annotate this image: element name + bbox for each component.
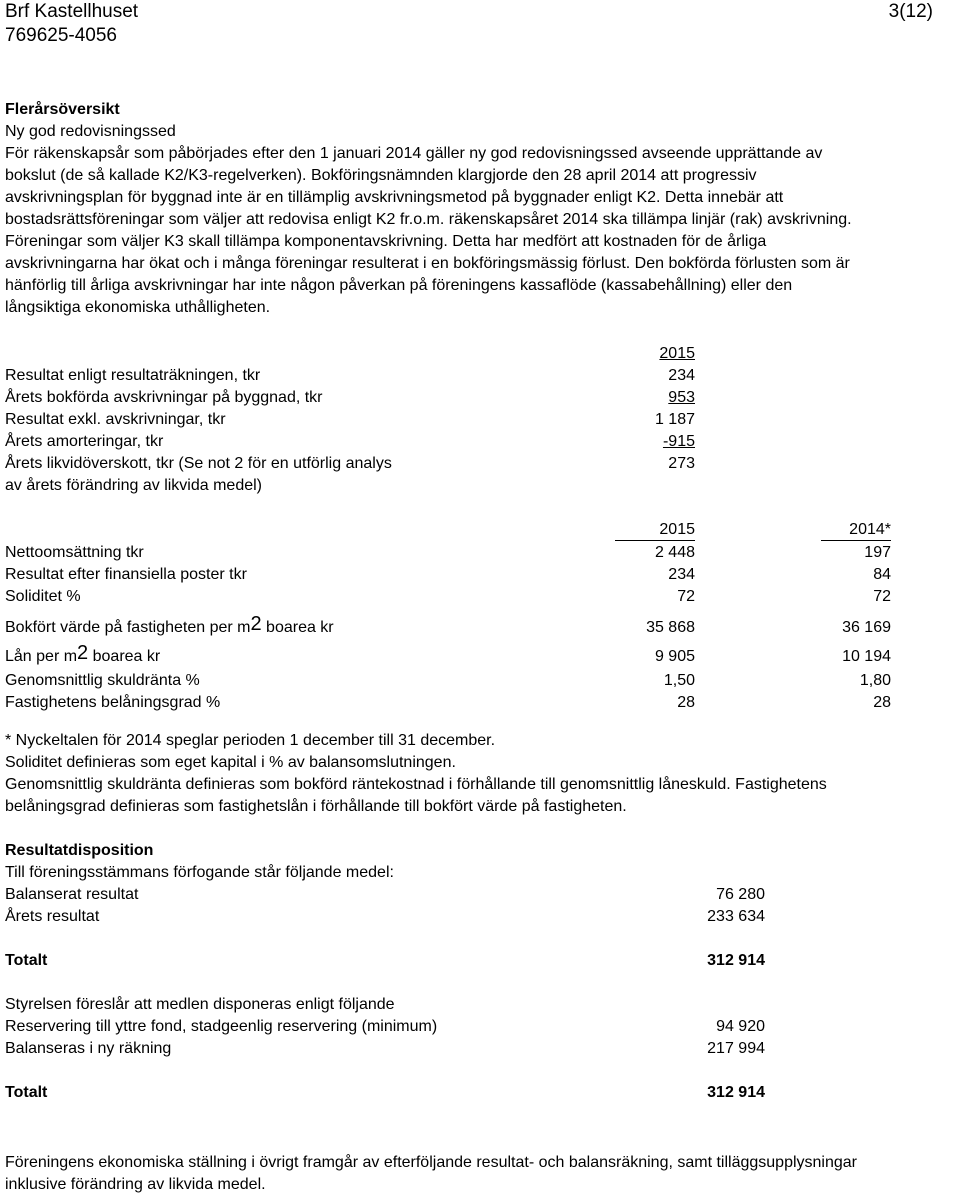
row-value-2015: 234 <box>668 566 695 583</box>
row-label: Resultat exkl. avskrivningar, tkr <box>5 411 226 428</box>
total-label: Totalt <box>5 1084 48 1101</box>
row-label: Resultat efter finansiella poster tkr <box>5 566 247 583</box>
row-value: 953 <box>668 389 695 406</box>
row-label-text: boarea kr <box>261 619 334 636</box>
row-value-2015: 28 <box>677 694 695 711</box>
row-value-2014: 197 <box>864 544 891 561</box>
row-value-2014: 28 <box>873 694 891 711</box>
row-value: 94 920 <box>716 1018 765 1035</box>
disposition-intro: Till föreningsstämmans förfogande står följande medel: <box>5 864 394 881</box>
row-value-2015: 2 448 <box>654 544 695 561</box>
table-row-continuation <box>5 475 955 497</box>
row-label: Årets bokförda avskrivningar på byggnad, tkr <box>5 389 323 406</box>
disposition-total-row <box>5 950 955 972</box>
row-label: Genomsnittlig skuldränta % <box>5 672 200 689</box>
paragraph-line: bokslut (de så kallade K2/K3-regelverken). Bokföringsnämnden klargjorde den 28 april 2014 att progressiv <box>5 167 757 184</box>
disposition-proposal: Styrelsen föreslår att medlen disponeras enligt följande <box>5 996 395 1013</box>
table-header-row <box>5 343 955 365</box>
row-label <box>5 644 160 670</box>
table-row <box>5 431 955 453</box>
row-value-2014: 1,80 <box>859 672 891 689</box>
table-row <box>5 614 955 642</box>
row-value: 273 <box>668 455 695 472</box>
row-label-text: Bokfört värde på fastigheten per m <box>5 619 251 636</box>
paragraph-line: Föreningens ekonomiska ställning i övrigt framgår av efterföljande resultat- och balansräkning, samt tilläggsupplysningar <box>5 1154 857 1171</box>
table-row <box>5 453 955 475</box>
row-value-2015: 72 <box>677 588 695 605</box>
table-row <box>5 387 955 409</box>
year-header: 2015 <box>659 345 695 362</box>
table-row <box>5 542 955 564</box>
page-header <box>5 0 955 48</box>
row-value-2014: 10 194 <box>842 648 891 665</box>
row-label: Årets resultat <box>5 908 100 925</box>
row-label: Balanseras i ny räkning <box>5 1040 172 1057</box>
row-label-continuation: av årets förändring av likvida medel) <box>5 477 263 494</box>
org-number: 769625-4056 <box>5 25 117 46</box>
overview-paragraph <box>5 143 955 319</box>
total-value: 312 914 <box>707 952 765 969</box>
row-value-2014: 72 <box>873 588 891 605</box>
row-label-text: Lån per m <box>5 648 78 665</box>
paragraph-line: avskrivningarna har ökat och i många föreningar resulterat i en bokföringsmässig förlust. Den bokförda förlusten som är <box>5 255 850 272</box>
table-row <box>5 692 955 714</box>
table-row <box>5 586 955 608</box>
row-label-text: boarea kr <box>88 648 161 665</box>
year-header-2015: 2015 <box>615 520 695 541</box>
disposition-row <box>5 1016 955 1038</box>
row-value: 76 280 <box>716 886 765 903</box>
row-label: Resultat enligt resultaträkningen, tkr <box>5 367 261 384</box>
year-header-2014: 2014* <box>821 520 891 541</box>
row-label: Nettoomsättning tkr <box>5 544 144 561</box>
row-value-2015: 9 905 <box>654 648 695 665</box>
note-line: Genomsnittlig skuldränta definieras som bokförd räntekostnad i förhållande till genomsnittlig låneskuld. Fastighetens <box>5 776 827 793</box>
superscript: 2 <box>77 642 89 664</box>
note-line: belåningsgrad definieras som fastighetslån i förhållande till bokfört värde på fastigheten. <box>5 798 627 815</box>
notes-section <box>5 730 955 818</box>
total-value: 312 914 <box>707 1084 765 1101</box>
table-row <box>5 365 955 387</box>
row-label: Årets likvidöverskott, tkr (Se not 2 för en utförlig analys <box>5 455 392 472</box>
overview-title: Flerårsöversikt <box>5 101 120 118</box>
closing-paragraph <box>5 1152 955 1196</box>
key-figures-table <box>5 520 955 714</box>
table-header-row <box>5 520 955 542</box>
row-value: 217 994 <box>707 1040 765 1057</box>
paragraph-line: Föreningar som väljer K3 skall tillämpa komponentavskrivning. Detta har medfört att kostnaden för de årliga <box>5 233 767 250</box>
superscript: 2 <box>250 613 262 635</box>
table-row <box>5 409 955 431</box>
paragraph-line: För räkenskapsår som påbörjades efter den 1 januari 2014 gäller ny god redovisningssed avseende upprättande av <box>5 145 823 162</box>
row-label <box>5 614 334 642</box>
paragraph-line: långsiktiga ekonomiska uthålligheten. <box>5 299 271 316</box>
row-value: 234 <box>668 367 695 384</box>
row-label: Balanserat resultat <box>5 886 139 903</box>
row-value: 1 187 <box>654 411 695 428</box>
org-name: Brf Kastellhuset <box>5 1 139 22</box>
paragraph-line: hänförlig till årliga avskrivningar har inte någon påverkan på föreningens kassaflöde (kassabehållning) eller den <box>5 277 793 294</box>
note-line: * Nyckeltalen för 2014 speglar perioden 1 december till 31 december. <box>5 732 496 749</box>
row-label: Fastighetens belåningsgrad % <box>5 694 221 711</box>
row-value: 233 634 <box>707 908 765 925</box>
paragraph-line: inklusive förändring av likvida medel. <box>5 1176 266 1193</box>
table-row <box>5 644 955 670</box>
note-line: Soliditet definieras som eget kapital i % av balansomslutningen. <box>5 754 456 771</box>
total-label: Totalt <box>5 952 48 969</box>
liquidity-table <box>5 343 955 497</box>
disposition-row <box>5 906 955 928</box>
paragraph-line: avskrivningsplan för byggnad inte är en tillämplig avskrivningsmetod på byggnader enligt K2. Detta innebär att <box>5 189 784 206</box>
paragraph-line: bostadsrättsföreningar som väljer att redovisa enligt K2 fr.o.m. räkenskapsåret 2014 ska tillämpa linjär (rak) avskrivning. <box>5 211 852 228</box>
disposition-row <box>5 884 955 906</box>
disposition-total-row <box>5 1082 955 1104</box>
row-value-2015: 35 868 <box>646 619 695 636</box>
disposition-row <box>5 1038 955 1060</box>
row-value: -915 <box>662 433 695 450</box>
row-label: Soliditet % <box>5 588 81 605</box>
disposition-section <box>5 840 955 1104</box>
row-label: Reservering till yttre fond, stadgeenlig reservering (minimum) <box>5 1018 438 1035</box>
row-value-2014: 36 169 <box>842 619 891 636</box>
table-row <box>5 670 955 692</box>
row-label: Årets amorteringar, tkr <box>5 433 164 450</box>
row-value-2014: 84 <box>873 566 891 583</box>
overview-section <box>5 99 955 319</box>
row-value-2015: 1,50 <box>663 672 695 689</box>
page-number: 3(12) <box>888 1 933 22</box>
disposition-title: Resultatdisposition <box>5 842 154 859</box>
overview-subtitle: Ny god redovisningssed <box>5 123 176 140</box>
table-row <box>5 564 955 586</box>
